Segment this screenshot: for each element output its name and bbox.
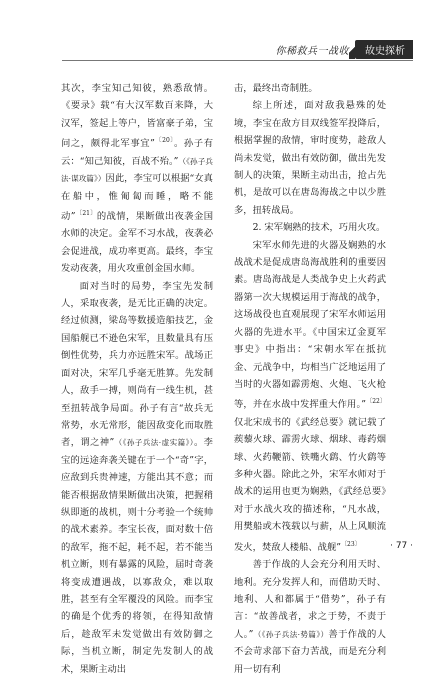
footnote-ref: 〔23〕 (341, 540, 361, 548)
paragraph: 击，最终出奇制胜。 (234, 83, 318, 94)
citation: （《孙子兵法·势篇》） (253, 629, 329, 639)
footnote-ref: 〔21〕 (75, 209, 97, 217)
footnote-ref: 〔22〕 (365, 398, 386, 406)
page-number: · 77 · (390, 541, 413, 551)
citation: （《孙子兵法·谋攻篇》） (61, 156, 213, 184)
right-column (234, 80, 386, 678)
header-title: 你稀救兵一战收 (275, 46, 349, 57)
paragraph: 善于作战的人会充分利用天时、地利。充分发挥人和，而借助天时、地利、人和都属于“借势”，孙子有言：“故善战者，求之于势，不责于人。”（《孙子兵法·势篇》）善于作战的人不会苛求部下奋力苦战，而是充分利用一切有利 (234, 559, 386, 675)
paragraph: 面对当时的局势，李宝先发制人，采取夜袭，是无比正确的决定。经过侦测，梁岛等数援造船技艺，金国船舰已不逊色宋军，且数量具有压倒性优势，兵力亦远胜宋军。战场正面对决，宋军几乎毫无胜算。先发制人，敌手一搏，则尚有一线生机，甚至扭转战争局面。孙子有言“故兵无常势，水无常形，能因敌变化而取胜者，谓之神”（《孙子兵法·虚实篇》）。李宝的远途奔袭关键在于一个“奇”字，应敌到兵贵神速，方能出其不意；而能否根据敌情果断做出决策，把握稍纵即逝的战机，则十分考验一个统帅的战术素养。李宝长夜，面对数十倍的敌军，拖不起，耗不起，若不能当机立断，则有暴露的风险，届时奇袭将变成遭遇战，以寡敌众，难以取胜，甚至有全军覆没的风险。而李宝的确是个优秀的将领，在得知敌情后，趁敌军未发觉做出有效防御之际，当机立断，制定先发制人的战术，果断主动出 (61, 280, 213, 675)
paragraph: 其次，李宝知己知彼，熟悉敌情。《要录》载“有大汉军数百来降，大汉军，签起上等户，皆富豪子弟，宝问之，颇得北军事宜”$^{〔20〕}$。孙子有云：“知己知彼，百战不殆。”（《孙子兵法·谋攻篇》）因此，李宝可以根据“女真在船中，惟匍匐而睡，略不能动”$^{〔21〕}$的战情，果断做出夜袭金国水师的决定。金军不习水战，夜袭必会促进战，成功率更高。最终，李宝发动夜袭，用火攻重创金国水师。 (61, 83, 213, 275)
citation: （《孙子兵法·虚实篇》） (114, 438, 194, 448)
left-column (61, 80, 213, 678)
section-tag: 故史探析 (355, 40, 413, 59)
subheading: 2. 宋军娴熟的技术，巧用火攻。 (252, 222, 386, 234)
running-header (276, 40, 414, 59)
paragraph: 综上所述，面对敌我悬殊的处境，李宝在敌方目双线签军投降后，根据掌握的敌情，审时度势，趁敌人尚未发觉，做出有效防御，做出先发制人的决策，果断主动出击，抢占先机，是故可以在唐岛海战之中以少胜多，扭转战局。 (234, 100, 386, 216)
header-rule (62, 60, 413, 61)
footnote-ref: 〔20〕 (154, 137, 174, 145)
paragraph: 宋军水师先进的火器及娴熟的水战战术是促成唐岛海战胜利的重要因素。唐岛海战是人类战争史上火药武器第一次大规模运用于海战的战争，这场战役也直观展现了宋军水师运用火器的先进水平。《中国宋辽金夏军事史》中指出：“宋朝水军在抵抗金、元战争中，均相当广泛地运用了当时的火器如霹雳炮、火炮、飞火枪等，并在水战中发挥重大作用。”$^{〔22〕}$仅北宋成书的《武经总要》就记载了蒺藜火球、霹雳火球、烟球、毒药烟球、火药鞭箭、铁嘴火鹞、竹火鹞等多种火器。除此之外，宋军水师对于战术的运用也更为娴熟，《武经总要》对于水战火攻的描述称，“凡水战，用樊船或木筏载以与薪，从上风顺流发火，焚敌人楼船、战舰”$^{〔23〕}$ (234, 239, 386, 553)
